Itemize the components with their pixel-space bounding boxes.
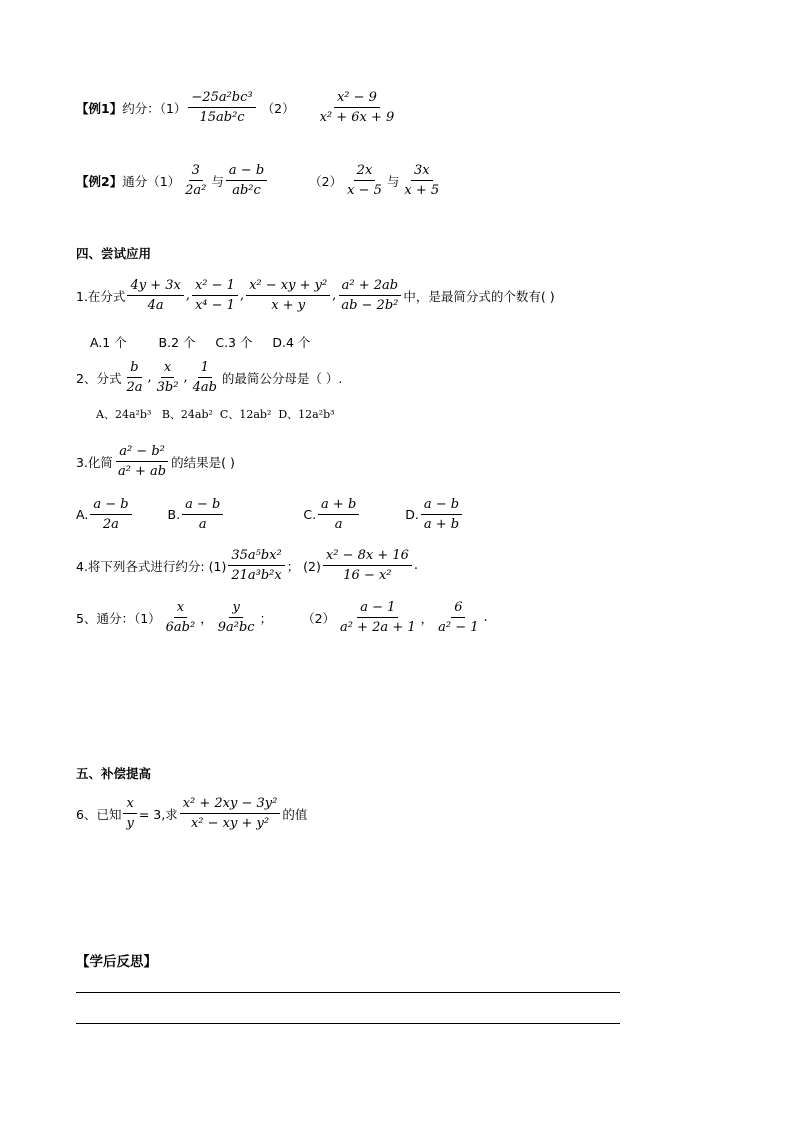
fraction: $\frac{1}{4ab}$ — [192, 360, 217, 395]
question-1-options: A.1 个 B.2 个 C.3 个 D.4 个 — [90, 335, 311, 350]
example-1 — [76, 90, 399, 125]
question-3-options — [76, 497, 464, 532]
example-2-text: 通分（1） — [122, 173, 181, 189]
question-text: 1.在分式 — [76, 288, 126, 304]
writing-line[interactable] — [76, 992, 620, 993]
question-text: 3.化简 — [76, 454, 113, 470]
fraction: $\frac{2x}{x - 5}$ — [347, 163, 382, 198]
fraction: $\frac{a + b}{a}$ — [318, 497, 359, 532]
fraction: $\frac{x}{y}$ — [123, 796, 136, 831]
option-label: D. — [405, 507, 419, 522]
question-text: ， — [420, 610, 434, 626]
question-text: 的最简公分母是（ ）. — [221, 370, 343, 386]
example-2 — [76, 163, 444, 198]
example-2-label: 【例2】 — [76, 173, 123, 189]
fraction: $\frac{a - b}{a + b}$ — [421, 497, 462, 532]
question-2-options: A、24a²b³ B、24ab² C、12ab² D、12a²b³ — [96, 408, 335, 421]
part-label: （2） — [261, 100, 295, 116]
question-text: = 3,求 — [138, 806, 178, 822]
option-label: C. — [303, 507, 317, 522]
reflection-title: 【学后反思】 — [76, 954, 157, 970]
question-text: 的结果是( ) — [171, 454, 235, 470]
fraction: $\frac{3x}{x + 5}$ — [404, 163, 440, 198]
fraction: $\frac{a - b}{2a}$ — [90, 497, 131, 532]
example-1-text: 约分：（1） — [122, 100, 187, 116]
question-text: . — [413, 558, 419, 573]
fraction: $\frac{\text{x² − xy + y²}}{x + y}$ — [246, 278, 330, 313]
question-1: 1.在分式 $\frac{4y + 3x}{4a}$ , $\frac{\text{x² − 1}}{\text{x⁴ − 1}}$ , $\frac{\text{x² − xy + y²}}{x + y}$ , $\frac{\text{a² + 2ab}}{\text{ab − 2b²}}$ 中，是最简分式的个数有( ) — [76, 278, 555, 313]
example-1-label: 【例1】 — [76, 100, 123, 116]
fraction: $\frac{\text{x² − 9}}{\text{x² + 6x + 9}}$ — [319, 90, 395, 125]
fraction: $\frac{b}{2a}$ — [126, 360, 143, 395]
question-text: 6、已知 — [76, 806, 122, 822]
question-2: 2、分式 $\frac{b}{2a}$ , $\frac{x}{\text{3b²}}$ , $\frac{1}{4ab}$ 的最简公分母是（ ）. — [76, 360, 343, 395]
option-label: B. — [167, 507, 181, 522]
fraction: $\frac{\text{a² − b²}}{\text{a² + ab}}$ — [117, 444, 167, 479]
question-text: 2、分式 — [76, 370, 122, 386]
question-text: ， — [200, 610, 213, 626]
fraction: $\frac{\text{x² − 8x + 16}}{\text{16 − x²}}$ — [323, 548, 412, 583]
section-title: 四、尝试应用 — [76, 246, 152, 261]
connector-text: 与 — [211, 173, 224, 189]
fraction: $\frac{a - b}{a}$ — [182, 497, 223, 532]
fraction: $\frac{\text{x² − 1}}{\text{x⁴ − 1}}$ — [192, 278, 238, 313]
fraction: $\frac{a - 1}{\text{a² + 2a + 1}}$ — [340, 600, 416, 635]
connector-text: 与 — [386, 173, 400, 189]
section-title: 五、补偿提高 — [76, 766, 152, 781]
fraction: $\frac{y}{\text{9a²bc}}$ — [217, 600, 255, 635]
writing-line[interactable] — [76, 1023, 620, 1024]
part-label: （2） — [302, 610, 336, 626]
question-text: 4.将下列各式进行约分: (1) — [76, 558, 227, 574]
question-text: . — [483, 610, 488, 625]
fraction: $\frac{x}{\text{6ab²}}$ — [165, 600, 196, 635]
question-text: ； (2) — [286, 558, 321, 574]
question-text: 的值 — [282, 806, 308, 822]
fraction: $\frac{4y + 3x}{4a}$ — [127, 278, 183, 313]
question-6 — [76, 796, 307, 831]
fraction: $\frac{\text{35a⁵bx²}}{\text{21a³b²x}}$ — [228, 548, 284, 583]
question-text: 中，是最简分式的个数有( ) — [403, 288, 555, 304]
question-3 — [76, 444, 235, 479]
fraction: $\frac{a - b}{\text{ab²c}}$ — [226, 163, 267, 198]
fraction: $\frac{\text{−25a²bc³}}{\text{15ab²c}}$ — [188, 90, 255, 125]
question-5 — [76, 600, 488, 635]
fraction: $\frac{\text{x² + 2xy − 3y²}}{\text{x² − xy + y²}}$ — [180, 796, 281, 831]
fraction: $\frac{x}{\text{3b²}}$ — [156, 360, 179, 395]
fraction: $\frac{3}{\text{2a²}}$ — [185, 163, 207, 198]
question-4 — [76, 548, 418, 583]
fraction: $\frac{6}{\text{a² − 1}}$ — [438, 600, 479, 635]
question-text: 5、通分：（1） — [76, 610, 161, 626]
option-label: A. — [76, 507, 89, 522]
fraction: $\frac{\text{a² + 2ab}}{\text{ab − 2b²}}$ — [338, 278, 401, 313]
part-label: （2） — [309, 173, 343, 189]
question-text: ； — [259, 610, 273, 626]
